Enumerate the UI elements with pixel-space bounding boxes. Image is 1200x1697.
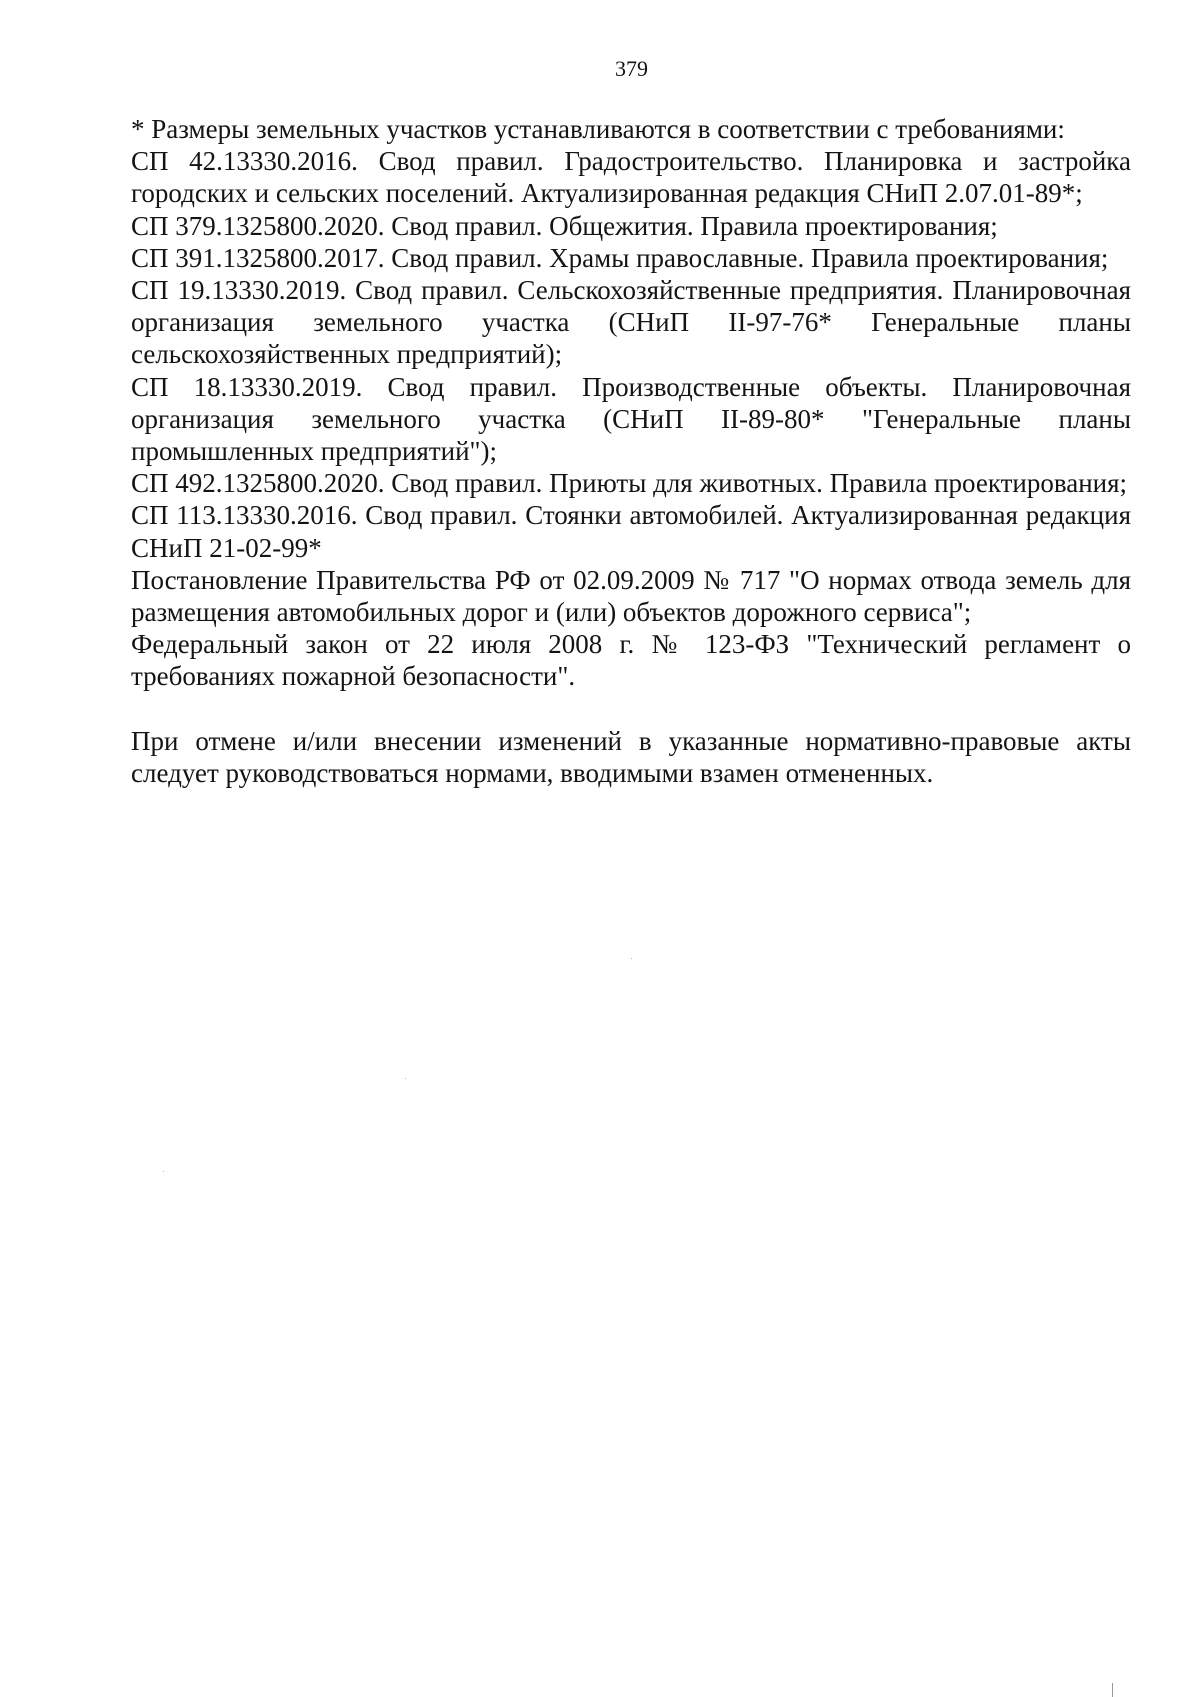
reference-item: СП 391.1325800.2017. Свод правил. Храмы православные. Правила проектирования; [131, 242, 1109, 273]
reference-item: СП 113.13330.2016. Свод правил. Стоянки автомобилей. Актуализированная редакция СНиП 21-02-99* [131, 500, 1131, 563]
document-body [131, 113, 1131, 789]
scan-speck [1112, 1683, 1113, 1697]
footnote-intro: * Размеры земельных участков устанавливаются в соответствии с требованиями: [131, 114, 1065, 144]
reference-item: СП 19.13330.2019. Свод правил. Сельскохозяйственные предприятия. Планировочная организация земельного участка (СНиП II-97-76* Генеральные планы сельскохозяйственных предприятий); [131, 275, 1131, 370]
reference-item: СП 492.1325800.2020. Свод правил. Приюты для животных. Правила проектирования; [131, 468, 1128, 499]
reference-item: СП 42.13330.2016. Свод правил. Градостроительство. Планировка и застройка городских и сельских поселений. Актуализированная редакция СНиП 2.07.01-89*; [131, 146, 1131, 209]
paragraph-gap [131, 693, 1131, 725]
reference-item: Федеральный закон от 22 июля 2008 г. № 123-ФЗ "Технический регламент о требованиях пожарной безопасности". [131, 629, 1131, 692]
reference-item: СП 379.1325800.2020. Свод правил. Общежития. Правила проектирования; [131, 210, 998, 241]
scan-speck [163, 1171, 164, 1172]
page-number: 379 [615, 56, 648, 81]
scan-speck [631, 958, 632, 959]
closing-note: При отмене и/или внесении изменений в указанные нормативно-правовые акты следует руководствоваться нормами, вводимыми взамен отмененных. [131, 725, 1131, 788]
reference-item: СП 18.13330.2019. Свод правил. Производственные объекты. Планировочная организация земельного участка (СНиП II-89-80* "Генеральные планы промышленных предприятий"); [131, 371, 1131, 467]
scan-speck [405, 1078, 406, 1079]
reference-item: Постановление Правительства РФ от 02.09.2009 № 717 "О нормах отвода земель для размещения автомобильных дорог и (или) объектов дорожного сервиса"; [131, 564, 1131, 628]
